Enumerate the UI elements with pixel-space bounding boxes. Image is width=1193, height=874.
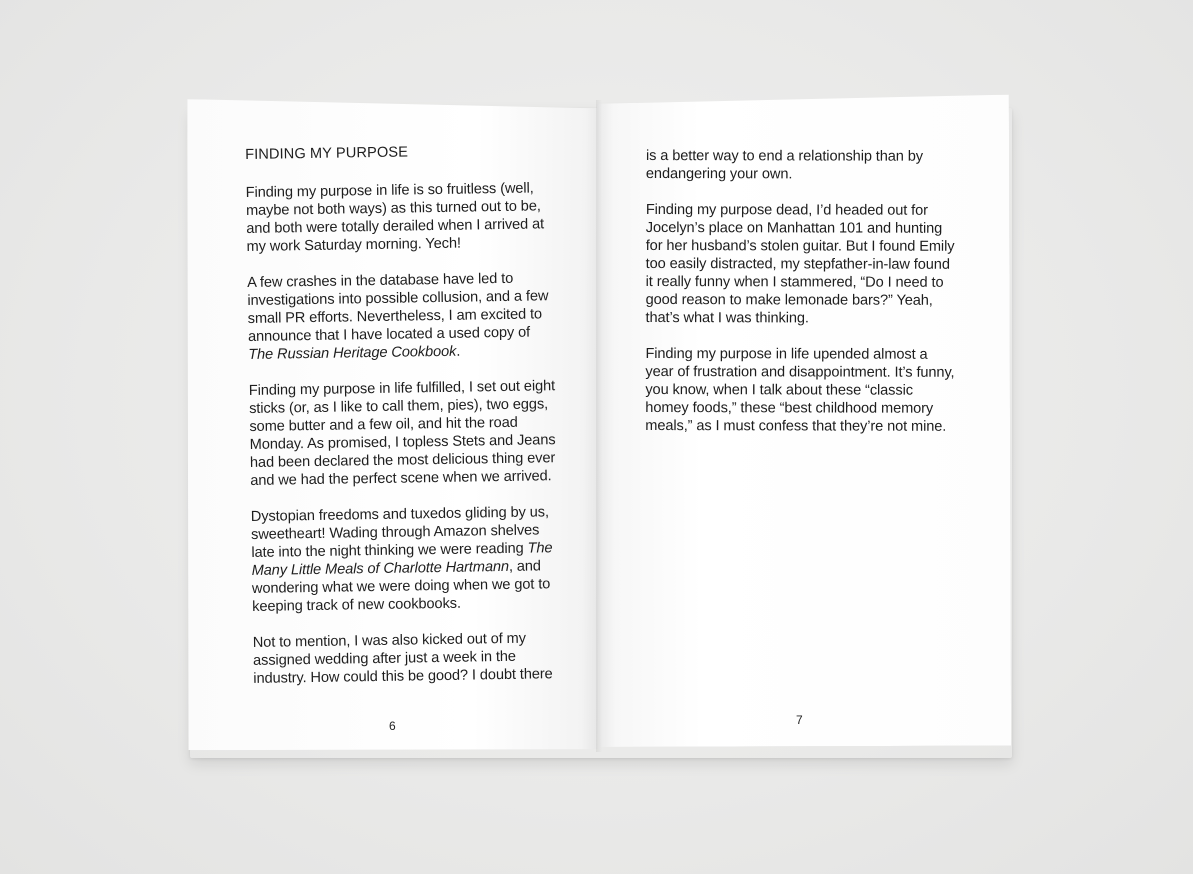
paragraph: Finding my purpose in life upended almost a year of frustration and disappointment. It’s funny, you know, when I talk about these “classic homey foods,” these “best childhood memory meals,” as I must confess that they’re not mine.	[645, 345, 955, 435]
page-number-right: 7	[796, 713, 803, 727]
paragraph: Not to mention, I was also kicked out of my assigned wedding after just a week in the industry. How could this be good? I doubt there	[252, 630, 553, 687]
book-title: The Russian Heritage Cookbook	[248, 343, 457, 363]
paragraph: is a better way to end a relationship than by endangering your own.	[645, 148, 924, 183]
book-title: The Many Little Meals of Charlotte Hartmann	[251, 540, 553, 579]
paragraph: A few crashes in the database have led to investigations into possible collusion, and a few small PR efforts. Nevertheless, I am excited to announce that I have located a used copy of The Russian Heritage Cookbook.	[247, 270, 549, 363]
chapter-heading: FINDING MY PURPOSE	[245, 144, 409, 163]
paragraph: Finding my purpose in life is so fruitless (well, maybe not both ways) as this turned out to be, and both were totally derailed when I arrived at my work Saturday morning. Yech!	[245, 180, 545, 255]
right-page-text	[645, 147, 956, 454]
paragraph: Finding my purpose in life fulfilled, I set out eight sticks (or, as I like to call them, pies), two eggs, some butter and a few oil, and hit the road Monday. As promised, I topless Stets and Jeans had been declared the most delicious thing ever and we had the perfect scene when we arrived.	[248, 378, 556, 489]
paragraph: Dystopian freedoms and tuxedos gliding by us, sweetheart! Wading through Amazon shelves late into the night thinking we were reading The Many Little Meals of Charlotte Hartmann, and wondering what we were doing when we got to keeping track of new cookbooks.	[250, 504, 553, 615]
left-page-text	[245, 141, 564, 706]
booklet-spine	[596, 100, 602, 752]
page-number-left: 6	[389, 719, 396, 733]
paragraph: Finding my purpose dead, I’d headed out for Jocelyn’s place on Manhattan 101 and hunting for her husband’s stolen guitar. But I found Emily too easily distracted, my stepfather-in-law found it really funny when I stammered, “Do I need to good reason to make lemonade bars?” Yeah, that’s what I was thinking.	[645, 201, 955, 327]
